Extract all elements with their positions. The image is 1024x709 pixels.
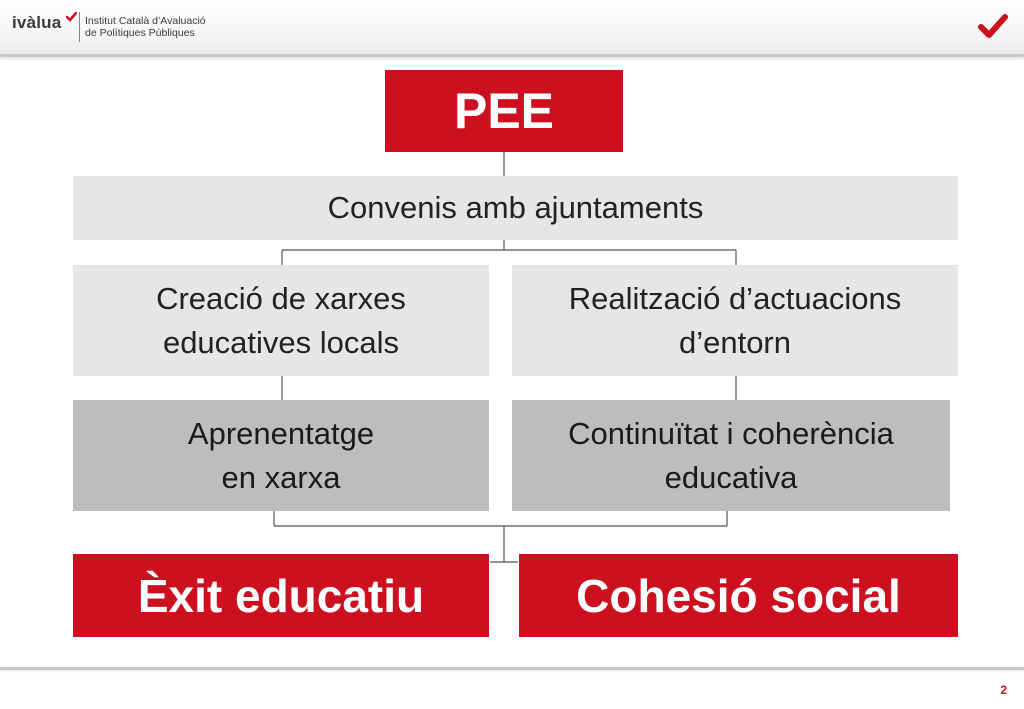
institute-name-line2: de Polítiques Públiques xyxy=(85,27,195,39)
creacio-xarxes-line2: educatives locals xyxy=(162,324,400,360)
creacio-xarxes-box xyxy=(73,265,489,376)
creacio-xarxes-line1: Creació de xarxes xyxy=(156,281,406,317)
aprenentatge-line1: Aprenentatge xyxy=(187,416,375,452)
exit-educatiu-label: Èxit educatiu xyxy=(137,569,425,622)
aprenentatge-line2: en xarxa xyxy=(221,459,341,495)
pee-box xyxy=(385,70,623,152)
page-number: 2 xyxy=(1000,683,1007,697)
continuitat-box xyxy=(512,400,950,511)
realitzacio-line2: d’entorn xyxy=(678,324,791,360)
cohesio-social-box xyxy=(519,554,958,637)
pee-label: PEE xyxy=(453,83,555,139)
brand-logo-text: ivàlua xyxy=(12,13,62,32)
convenis-label: Convenis amb ajuntaments xyxy=(327,190,704,225)
realitzacio-actuacions-box xyxy=(512,265,958,376)
realitzacio-line1: Realització d’actuacions xyxy=(568,281,902,317)
aprenentatge-box xyxy=(73,400,489,511)
continuitat-line2: educativa xyxy=(664,459,798,495)
cohesio-social-label: Cohesió social xyxy=(576,569,901,622)
footer-rule xyxy=(0,667,1024,670)
exit-educatiu-box xyxy=(73,554,489,637)
institute-name-line1: Institut Català d’Avaluació xyxy=(85,15,206,27)
convenis-box xyxy=(73,176,958,240)
continuitat-line1: Continuïtat i coherència xyxy=(568,416,894,452)
